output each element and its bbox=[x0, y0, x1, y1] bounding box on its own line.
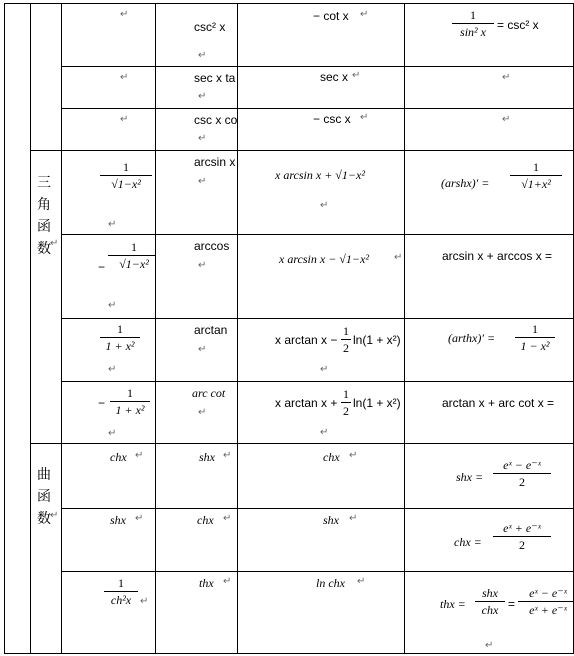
fraction bbox=[452, 8, 494, 39]
fraction bbox=[475, 586, 505, 617]
denominator: 1 + x² bbox=[105, 339, 135, 353]
denominator: √1+x² bbox=[521, 177, 551, 191]
numerator: 1 bbox=[123, 160, 129, 174]
formula: (arshx)′ = bbox=[441, 176, 490, 190]
cell-r7-c4 bbox=[405, 382, 573, 443]
denominator: √1−x² bbox=[119, 257, 149, 271]
cell-r7-c3 bbox=[238, 382, 404, 443]
cell-r1-c2 bbox=[156, 4, 237, 66]
paragraph-mark: ↵ bbox=[352, 70, 361, 81]
cell-r6-c2 bbox=[156, 319, 237, 381]
paragraph-mark: ↵ bbox=[349, 513, 358, 524]
paragraph-mark: ↵ bbox=[198, 91, 207, 102]
paragraph-mark: ↵ bbox=[198, 407, 207, 418]
denominator: 1 + x² bbox=[115, 403, 145, 417]
paragraph-mark: ↵ bbox=[198, 50, 207, 61]
numerator: 1 bbox=[470, 8, 476, 22]
formula: chx bbox=[197, 513, 214, 527]
numerator: shx bbox=[482, 586, 498, 600]
fraction bbox=[493, 521, 551, 552]
formula: ln chx bbox=[316, 576, 345, 590]
numerator: eˣ − e⁻ˣ bbox=[503, 458, 541, 472]
fraction bbox=[110, 386, 150, 417]
paragraph-mark: ↵ bbox=[349, 450, 358, 461]
paragraph-mark: ↵ bbox=[140, 596, 149, 607]
paragraph-mark: ↵ bbox=[198, 344, 207, 355]
fraction bbox=[518, 586, 573, 617]
formula: arc cot bbox=[192, 386, 226, 400]
cell-r3-c2 bbox=[156, 109, 237, 150]
fraction bbox=[100, 160, 152, 191]
formula: (arthx)′ = bbox=[448, 331, 496, 345]
cell-r7-c2 bbox=[156, 382, 237, 443]
formula: chx bbox=[323, 450, 340, 464]
paragraph-mark: ↵ bbox=[360, 9, 369, 20]
numerator: eˣ − e⁻ˣ bbox=[529, 586, 567, 600]
paragraph-mark: ↵ bbox=[50, 510, 59, 521]
numerator: 1 bbox=[127, 386, 133, 400]
paragraph-mark: ↵ bbox=[198, 133, 207, 144]
cell-r5-c4 bbox=[405, 235, 573, 318]
cell-r10-c4 bbox=[405, 572, 573, 653]
formula: ln(1 + x²) bbox=[353, 396, 401, 410]
sign: − bbox=[98, 396, 106, 410]
paragraph-mark: ↵ bbox=[135, 513, 144, 524]
cell-r4-c2 bbox=[156, 151, 237, 234]
formula: x arcsin x + √1−x² bbox=[275, 168, 365, 182]
paragraph-mark: ↵ bbox=[394, 252, 403, 263]
numerator: 1 bbox=[532, 322, 538, 336]
denominator: √1−x² bbox=[111, 177, 141, 191]
denominator: ch²x bbox=[110, 593, 132, 607]
formula: arcsin x bbox=[194, 155, 236, 169]
formula: shx bbox=[199, 450, 215, 464]
cell-r5-c2 bbox=[156, 235, 237, 318]
paragraph-mark: ↵ bbox=[108, 364, 117, 375]
formula: arcsin x + arccos x = bbox=[442, 249, 553, 263]
formula: shx bbox=[323, 513, 339, 527]
paragraph-mark: ↵ bbox=[357, 576, 366, 587]
paragraph-mark: ↵ bbox=[198, 176, 207, 187]
fraction bbox=[341, 387, 351, 418]
group-label-hyper: 曲函数 bbox=[37, 467, 51, 527]
paragraph-mark: ↵ bbox=[223, 513, 232, 524]
formula: chx = bbox=[454, 535, 482, 549]
formula: shx = bbox=[456, 470, 484, 484]
cell-r6-c3 bbox=[238, 319, 404, 381]
fraction bbox=[510, 160, 562, 191]
paragraph-mark: ↵ bbox=[198, 260, 207, 271]
formula: thx bbox=[199, 576, 214, 590]
formula: ln(1 + x²) bbox=[353, 333, 401, 347]
formula: sec x bbox=[320, 70, 349, 84]
paragraph-mark: ↵ bbox=[223, 450, 232, 461]
formula: x arcsin x − √1−x² bbox=[279, 252, 369, 266]
formula: arctan bbox=[194, 323, 228, 337]
numerator: 1 bbox=[343, 324, 349, 338]
denominator: chx bbox=[481, 603, 499, 617]
fraction bbox=[515, 322, 555, 353]
fraction bbox=[100, 322, 140, 353]
paragraph-mark: ↵ bbox=[360, 112, 369, 123]
numerator: 1 bbox=[117, 322, 123, 336]
fraction bbox=[493, 458, 551, 489]
paragraph-mark: ↵ bbox=[108, 219, 117, 230]
formula: csc² x bbox=[194, 20, 226, 34]
formula: chx bbox=[110, 450, 127, 464]
denominator: sin² x bbox=[460, 25, 486, 39]
paragraph-mark: ↵ bbox=[502, 72, 511, 83]
sign: − bbox=[98, 260, 106, 274]
paragraph-mark: ↵ bbox=[223, 576, 232, 587]
denominator: 2 bbox=[343, 341, 349, 355]
paragraph-mark: ↵ bbox=[320, 364, 329, 375]
formula: arccos bbox=[194, 239, 230, 253]
fraction bbox=[104, 576, 138, 607]
numerator: 1 bbox=[118, 576, 124, 590]
formula: x arctan x − bbox=[275, 333, 338, 347]
denominator: 2 bbox=[519, 475, 525, 489]
denominator: 2 bbox=[343, 404, 349, 418]
formula: x arctan x + bbox=[275, 396, 338, 410]
formula: thx = bbox=[440, 597, 466, 611]
paragraph-mark: ↵ bbox=[135, 450, 144, 461]
denominator: 2 bbox=[519, 538, 525, 552]
formula: sec x ta bbox=[194, 71, 236, 85]
paragraph-mark: ↵ bbox=[120, 9, 129, 20]
formula: = csc² x bbox=[497, 18, 539, 32]
denominator: eˣ + e⁻ˣ bbox=[529, 603, 567, 617]
paragraph-mark: ↵ bbox=[108, 300, 117, 311]
paragraph-mark: ↵ bbox=[320, 427, 329, 438]
numerator: 1 bbox=[343, 387, 349, 401]
fraction bbox=[108, 240, 155, 290]
formula: arctan x + arc cot x = bbox=[442, 396, 555, 410]
equals: = bbox=[508, 597, 516, 611]
fraction bbox=[341, 324, 351, 355]
paragraph-mark: ↵ bbox=[120, 72, 129, 83]
formula: shx bbox=[110, 513, 126, 527]
denominator: 1 − x² bbox=[520, 339, 550, 353]
cell-r2-c2 bbox=[156, 67, 237, 108]
formula: − cot x bbox=[313, 9, 349, 23]
paragraph-mark: ↵ bbox=[320, 200, 329, 211]
numerator: eˣ + e⁻ˣ bbox=[503, 521, 541, 535]
formula: − csc x bbox=[313, 112, 351, 126]
group-label-trig: 三角函数 bbox=[37, 175, 51, 257]
formula: csc x co bbox=[194, 113, 237, 127]
paragraph-mark: ↵ bbox=[502, 114, 511, 125]
numerator: 1 bbox=[131, 240, 137, 254]
paragraph-mark: ↵ bbox=[108, 428, 117, 439]
numerator: 1 bbox=[533, 160, 539, 174]
paragraph-mark: ↵ bbox=[485, 640, 494, 651]
paragraph-mark: ↵ bbox=[120, 114, 129, 125]
paragraph-mark: ↵ bbox=[50, 238, 59, 249]
